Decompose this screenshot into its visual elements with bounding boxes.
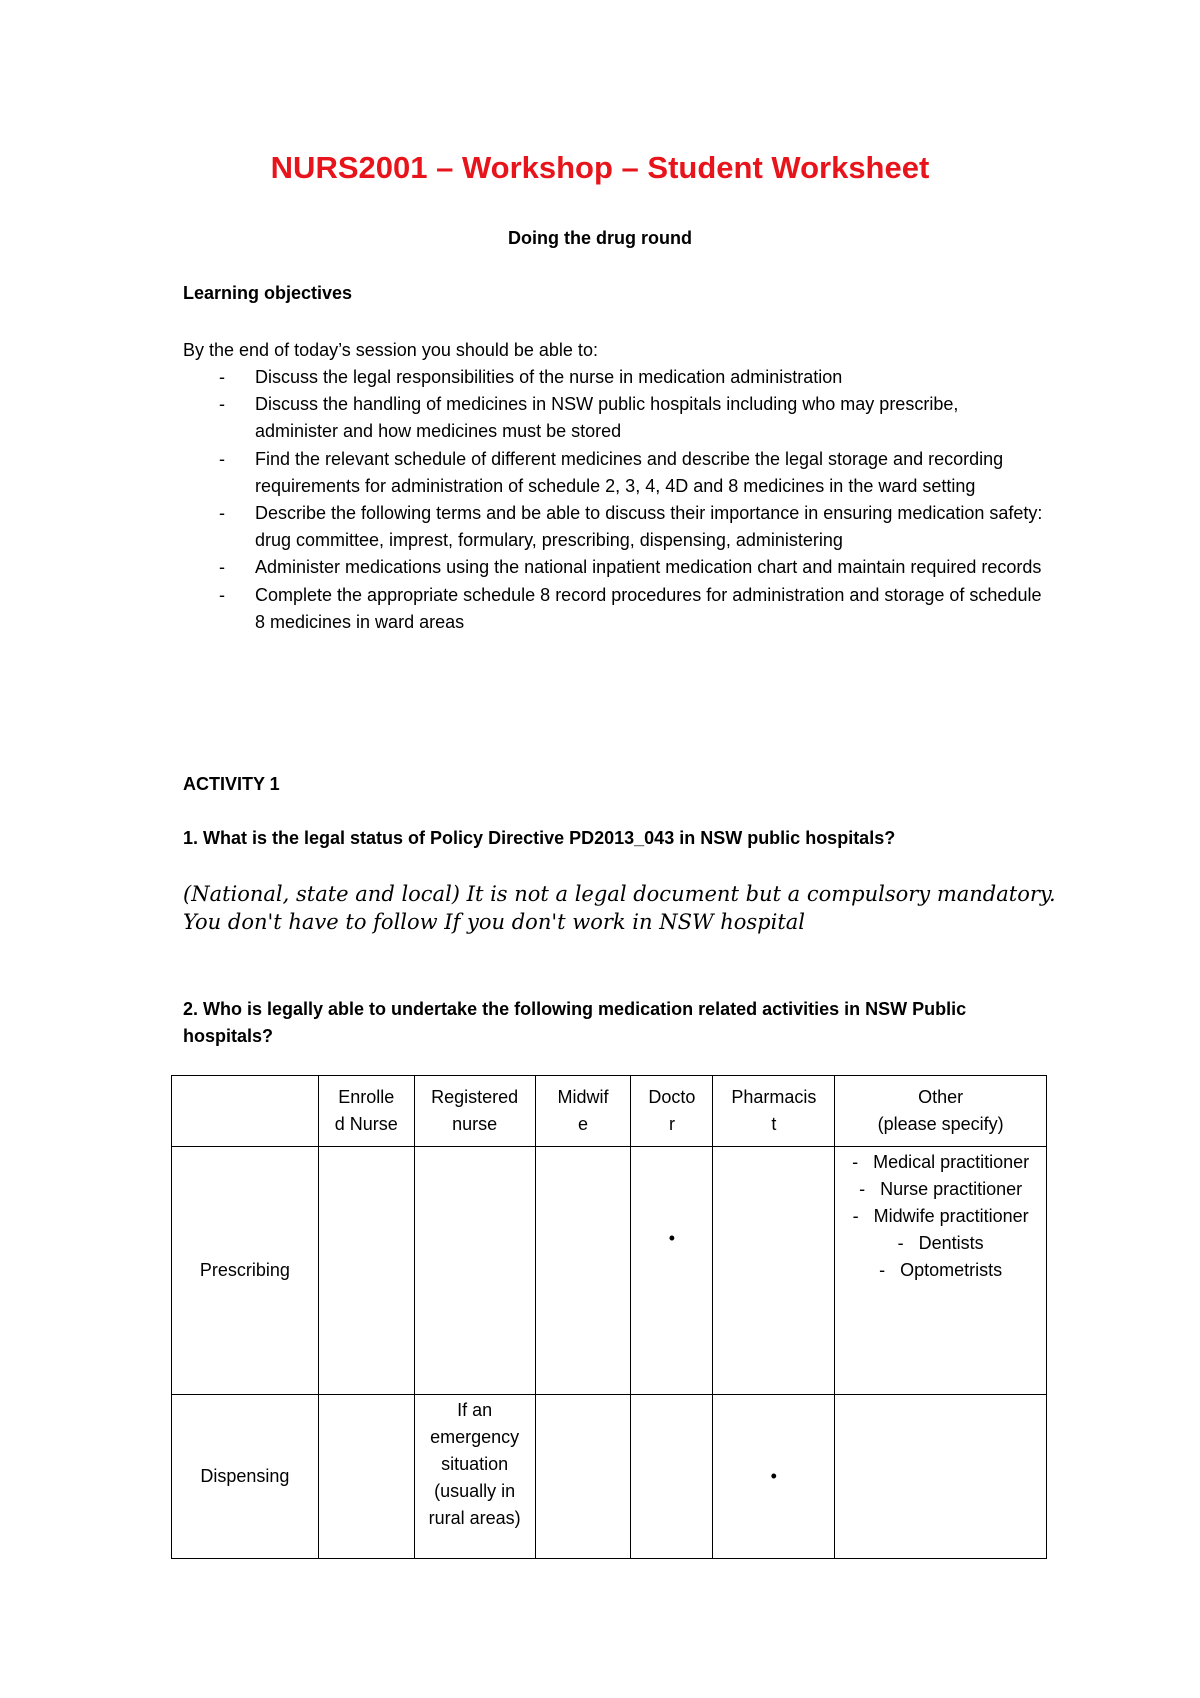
objective-item: - Discuss the legal responsibilities of the nurse in medication administration xyxy=(219,367,843,387)
header-enrolled-nurse: Enrolle d Nurse xyxy=(318,1076,414,1147)
row-label-dispensing: Dispensing xyxy=(172,1395,319,1559)
objectives-intro: By the end of today’s session you should be able to: xyxy=(183,340,598,360)
answer-1 xyxy=(183,880,1083,936)
table-row-dispensing xyxy=(172,1395,1047,1559)
other-prescribers-list xyxy=(841,1149,1040,1284)
answer-1-line-2: You don't have to follow If you don't work in NSW hospital xyxy=(183,910,806,934)
objective-item: - Describe the following terms and be able to discuss their importance in ensuring medication safety: drug committee, imprest, formulary, prescribing, dispensing, administering xyxy=(219,503,1043,551)
activities-table xyxy=(171,1075,1047,1559)
row-label-prescribing: Prescribing xyxy=(172,1147,319,1395)
objective-item: - Discuss the handling of medicines in NSW public hospitals including who may prescribe, administer and how medicines must be stored xyxy=(219,394,959,442)
cell-dispensing-midwife xyxy=(535,1395,631,1559)
cell-prescribing-doctor xyxy=(631,1147,713,1395)
cell-dispensing-pharmacist xyxy=(713,1395,835,1559)
header-midwife: Midwif e xyxy=(535,1076,631,1147)
objectives-list xyxy=(183,364,1043,636)
header-doctor: Docto r xyxy=(631,1076,713,1147)
table-header-row xyxy=(172,1076,1047,1147)
cell-dispensing-doctor xyxy=(631,1395,713,1559)
objective-item: - Find the relevant schedule of different medicines and describe the legal storage and recording requirements for administration of schedule 2, 3, 4, 4D and 8 medicines in the ward setting xyxy=(219,448,1004,496)
answer-1-line-1: (National, state and local) It is not a legal document but a compulsory mandatory. xyxy=(183,882,1056,906)
cell-dispensing-enrolled-nurse xyxy=(318,1395,414,1559)
objectives-heading: Learning objectives xyxy=(183,283,353,303)
header-pharmacist: Pharmacis t xyxy=(713,1076,835,1147)
cell-dispensing-registered-nurse: If an emergency situation (usually in rural areas) xyxy=(414,1395,535,1559)
table-row-prescribing xyxy=(172,1147,1047,1395)
question-1: 1. What is the legal status of Policy Directive PD2013_043 in NSW public hospitals? xyxy=(183,828,896,848)
header-registered-nurse: Registered nurse xyxy=(414,1076,535,1147)
cell-prescribing-enrolled-nurse xyxy=(318,1147,414,1395)
list-item: - Optometrists xyxy=(879,1260,1003,1280)
cell-prescribing-pharmacist xyxy=(713,1147,835,1395)
cell-prescribing-other xyxy=(835,1147,1047,1395)
list-item: - Medical practitioner xyxy=(852,1152,1030,1172)
question-2: 2. Who is legally able to undertake the following medication related activities in NSW Public hospitals? xyxy=(183,999,967,1046)
cell-prescribing-registered-nurse xyxy=(414,1147,535,1395)
objectives-section xyxy=(183,337,1043,636)
list-item: - Midwife practitioner xyxy=(852,1206,1029,1226)
header-cell-empty xyxy=(172,1076,319,1147)
objective-item: - Administer medications using the national inpatient medication chart and maintain required records xyxy=(219,557,1042,578)
list-item: - Dentists xyxy=(897,1233,984,1253)
bullet-mark: • xyxy=(668,1228,676,1248)
page-subtitle: Doing the drug round xyxy=(508,228,692,248)
cell-prescribing-midwife xyxy=(535,1147,631,1395)
header-other: Other (please specify) xyxy=(835,1076,1047,1147)
bullet-mark: • xyxy=(770,1466,777,1486)
page-title: NURS2001 – Workshop – Student Worksheet xyxy=(270,150,930,185)
objective-item: - Complete the appropriate schedule 8 record procedures for administration and storage of schedule 8 medicines in ward areas xyxy=(219,584,1042,632)
cell-dispensing-other xyxy=(835,1395,1047,1559)
list-item: - Nurse practitioner xyxy=(859,1179,1023,1199)
activity-heading: ACTIVITY 1 xyxy=(183,774,280,794)
